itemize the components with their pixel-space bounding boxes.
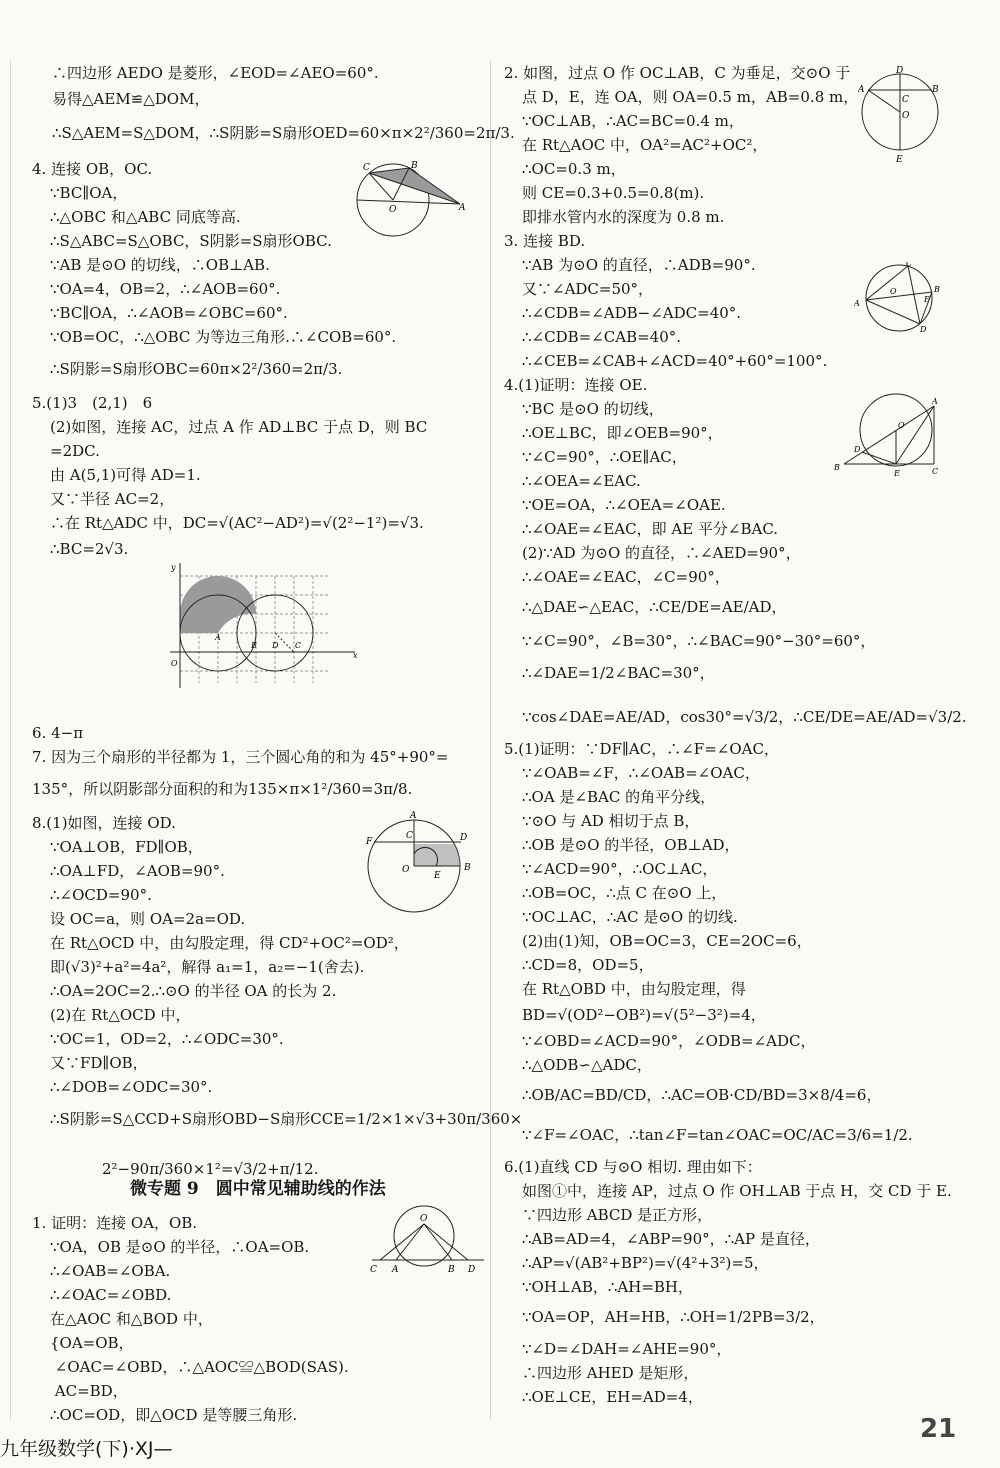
right-text-line: ∵BC 是⊙O 的切线， [522,400,664,418]
figure-circle-tangent [355,160,470,240]
svg-text:O: O [389,205,397,215]
section-heading: 微专题 9 圆中常见辅助线的作法 [130,1179,386,1199]
right-text-line: ∵OC⊥AC，∴AC 是⊙O 的切线. [522,908,738,926]
right-text-line: ∵⊙O 与 AD 相切于点 B， [522,812,700,830]
left-text-line: ∵OA⊥OB，FD∥OB， [50,838,203,856]
svg-text:A: A [858,85,865,95]
svg-text:B: B [932,85,939,95]
right-text-line: (2)∵AD 为⊙O 的直径，∴∠AED=90°， [522,544,801,562]
left-text-line: 即(√3)²+a²=4a²，解得 a₁=1，a₂=−1(舍去). [50,958,365,976]
svg-text:D: D [920,325,927,334]
right-text-line: ∴∠OEA=∠EAC. [522,472,641,490]
left-text-line: 7. 因为三个扇形的半径都为 1，三个圆心角的和为 45°+90°= [32,748,449,766]
right-text-line: ∴OE⊥BC，即∠OEB=90°， [522,424,723,442]
right-text-line: ∵OA=OP，AH=HB，∴OH=1/2PB=3/2， [522,1308,825,1326]
right-text-line: ∴∠OAE=∠EAC，∠C=90°， [522,568,730,586]
left-text-line: 8.(1)如图，连接 OD. [32,814,176,832]
svg-text:E: E [434,871,441,881]
svg-text:C: C [406,831,413,841]
left-text-line: 2²−90π/360×1²=√3/2+π/12. [102,1160,319,1178]
svg-text:E: E [894,469,900,478]
svg-text:E: E [896,155,903,164]
left-text-line: 在△AOC 和△BOD 中， [50,1310,213,1328]
right-text-line: ∴OB/AC=BD/CD，∴AC=OB·CD/BD=3×8/4=6， [522,1086,882,1104]
right-text-line: ∵cos∠DAE=AE/AD，cos30°=√3/2，∴CE/DE=AE/AD=√3/2. [522,708,967,726]
left-text-line: AC=BD， [50,1382,128,1400]
left-text-line: ∴S阴影=S△CCD+S扇形OBD−S扇形CCE=1/2×1×√3+30π/360× [50,1110,523,1128]
left-text-line: {OA=OB， [50,1334,134,1352]
figure-isosceles-circle [368,1204,488,1276]
right-text-line: ∵OC⊥AB，∴AC=BC=0.4 m， [522,112,744,130]
right-text-line: 即排水管内水的深度为 0.8 m. [522,208,725,226]
svg-text:D: D [854,445,861,454]
figure-chord-circle [854,262,944,334]
svg-text:F: F [366,837,373,847]
right-text-line: ∵OH⊥AB，∴AH=BH， [522,1278,694,1296]
left-text-line: 又∵FD∥OB， [50,1054,148,1072]
page-number: 21 [920,1414,957,1444]
right-text-line: ∴∠CDB=∠CAB=40°. [522,328,682,346]
svg-text:A: A [215,633,221,642]
left-text-line: ∴BC=2√3. [50,540,129,558]
left-text-line: 4. 连接 OB，OC. [32,160,153,178]
svg-text:O: O [902,111,910,121]
column-divider [490,60,491,1420]
svg-text:B: B [411,161,418,171]
right-text-line: 5.(1)证明：∵DF∥AC，∴∠F=∠OAC， [504,740,779,758]
svg-text:x: x [353,651,358,660]
left-text-line: ∴OA=2OC=2.∴⊙O 的半径 OA 的长为 2. [50,982,337,1000]
left-text-line: 设 OC=a，则 OA=2a=OD. [50,910,246,928]
left-margin-rule [10,60,11,1420]
svg-text:y: y [171,563,176,572]
left-text-line: ∠OAC=∠OBD，∴△AOC≌△BOD(SAS). [50,1358,349,1376]
left-text-line: ∴∠OAC=∠OBD. [50,1286,172,1304]
left-text-line: (2)如图，连接 AC，过点 A 作 AD⊥BC 于点 D，则 BC [50,418,428,436]
left-text-line: ∴OC=OD，即△OCD 是等腰三角形. [50,1406,298,1424]
right-text-line: ∵∠C=90°，∠B=30°，∴∠BAC=90°−30°=60°， [522,632,876,650]
svg-text:B: B [251,641,257,650]
right-text-line: 在 Rt△OBD 中，由勾股定理，得 [522,980,746,998]
left-text-line: 由 A(5,1)可得 AD=1. [50,466,201,484]
right-text-line: ∵∠OAB=∠F，∴∠OAB=∠OAC， [522,764,760,782]
svg-text:C: C [363,163,370,173]
right-text-line: ∴AB=AD=4，∠ABP=90°，∴AP 是直径， [522,1230,820,1248]
right-text-line: 点 D，E，连 OA，则 OA=0.5 m，AB=0.8 m， [522,88,859,106]
svg-text:B: B [464,863,471,873]
right-text-line: 在 Rt△AOC 中，OA²=AC²+OC²， [522,136,768,154]
left-text-line: (2)在 Rt△OCD 中， [50,1006,191,1024]
right-text-line: 3. 连接 BD. [504,232,586,250]
svg-text:A: A [932,397,938,406]
figure-quarter-circle [366,808,478,928]
right-text-line: ∵AB 为⊙O 的直径，∴ADB=90°. [522,256,756,274]
svg-text:B: B [448,1265,455,1275]
left-text-line: 6. 4−π [32,724,84,742]
right-text-line: ∴∠DAE=1/2∠BAC=30°， [522,664,715,682]
svg-text:A: A [459,203,466,213]
svg-text:A: A [392,1265,399,1275]
svg-text:D: D [896,66,904,76]
right-text-line: 2. 如图，过点 O 作 OC⊥AB，C 为垂足，交⊙O 于 [504,64,851,82]
svg-text:A: A [410,811,417,821]
left-text-line: ∵OB=OC，∴△OBC 为等边三角形.∴∠COB=60°. [50,328,397,346]
left-text-line: ∴S△AEM=S△DOM，∴S阴影=S扇形OED=60×π×2²/360=2π/3. [52,124,515,142]
svg-text:O: O [402,865,410,875]
figure-coordinate-grid [165,558,365,693]
svg-text:C: C [295,641,302,650]
right-text-line: 6.(1)直线 CD 与⊙O 相切. 理由如下： [504,1158,762,1176]
right-text-line: ∵∠ACD=90°，∴OC⊥AC， [522,860,718,878]
left-text-line: ∴△OBC 和△ABC 同底等高. [50,208,241,226]
right-text-line: 如图①中，连接 AP，过点 O 作 OH⊥AB 于点 H，交 CD 于 E. [522,1182,952,1200]
left-text-line: ∴∠OCD=90°. [50,886,152,904]
right-text-line: ∴∠CDB=∠ADB−∠ADC=40°. [522,304,742,322]
svg-text:O: O [898,421,905,430]
svg-text:D: D [460,833,468,843]
svg-text:D: D [468,1265,476,1275]
right-text-line: ∴△DAE∽△EAC，∴CE/DE=AE/AD， [522,598,787,616]
svg-text:C: C [902,95,909,105]
left-text-line: ∴S△ABC=S△OBC，S阴影=S扇形OBC. [50,232,332,250]
left-text-line: =2DC. [50,442,100,460]
left-text-line: ∵AB 是⊙O 的切线，∴OB⊥AB. [50,256,270,274]
right-text-line: ∵∠D=∠DAH=∠AHE=90°， [522,1340,732,1358]
right-text-line: ∵∠F=∠OAC，∴tan∠F=tan∠OAC=OC/AC=3/6=1/2. [522,1126,913,1144]
left-text-line: ∴OA⊥FD，∠AOB=90°. [50,862,225,880]
svg-text:A: A [854,299,860,308]
right-text-line: ∴OC=0.3 m， [522,160,626,178]
svg-text:B: B [834,463,840,472]
right-text-line: ∴OE⊥CE，EH=AD=4， [522,1388,703,1406]
left-text-line: 又∵半径 AC=2， [50,490,175,508]
right-text-line: ∴AP=√(AB²+BP²)=√(4²+3²)=5， [522,1254,769,1272]
right-text-line: ∴四边形 AHED 是矩形， [522,1364,699,1382]
right-text-line: (2)由(1)知，OB=OC=3，CE=2OC=6， [522,932,812,950]
left-text-line: 在 Rt△OCD 中，由勾股定理，得 CD²+OC²=OD²， [50,934,409,952]
left-text-line: ∵OC=1，OD=2，∴∠ODC=30°. [50,1030,284,1048]
left-text-line: ∴四边形 AEDO 是菱形，∠EOD=∠AEO=60°. [52,64,379,82]
left-text-line: ∵BC∥OA， [50,184,128,202]
svg-text:E: E [924,295,930,304]
left-text-line: ∵OA=4，OB=2，∴∠AOB=60°. [50,280,281,298]
right-text-line: ∴CD=8，OD=5， [522,956,654,974]
left-text-line: 易得△AEM≌△DOM， [52,90,210,108]
svg-text:B: B [934,285,940,294]
svg-text:C: C [906,262,913,268]
svg-text:O: O [890,287,897,296]
right-text-line: ∵OE=OA，∴∠OEA=∠OAE. [522,496,726,514]
left-text-line: ∴S阴影=S扇形OBC=60π×2²/360=2π/3. [50,360,343,378]
right-text-line: ∴OB 是⊙O 的半径，OB⊥AD， [522,836,740,854]
left-text-line: 5.(1)3 (2,1) 6 [32,394,153,412]
footer-book-title: 九年级数学(下)·XJ— [0,1438,173,1460]
svg-text:D: D [272,641,279,650]
svg-text:O: O [420,1214,428,1224]
right-text-line: 又∵∠ADC=50°， [522,280,654,298]
right-text-line: ∴∠OAE=∠EAC，即 AE 平分∠BAC. [522,520,779,538]
left-text-line: ∵BC∥OA，∴∠AOB=∠OBC=60°. [50,304,288,322]
right-text-line: ∴OB=OC，∴点 C 在⊙O 上， [522,884,727,902]
right-text-line: 4.(1)证明：连接 OE. [504,376,648,394]
left-text-line: 1. 证明：连接 OA，OB. [32,1214,198,1232]
figure-tangent-triangle [834,392,942,478]
svg-text:C: C [370,1265,377,1275]
figure-pipe-circle [858,66,942,164]
right-text-line: ∵四边形 ABCD 是正方形， [522,1206,713,1224]
right-text-line: 则 CE=0.3+0.5=0.8(m). [522,184,705,202]
right-text-line: ∴△ODB∽△ADC， [522,1056,652,1074]
right-text-line: ∴∠CEB=∠CAB+∠ACD=40°+60°=100°. [522,352,828,370]
left-text-line: ∴∠DOB=∠ODC=30°. [50,1078,213,1096]
left-text-line: ∵OA，OB 是⊙O 的半径，∴OA=OB. [50,1238,310,1256]
right-text-line: ∵∠OBD=∠ACD=90°，∠ODB=∠ADC， [522,1032,816,1050]
left-text-line: 135°，所以阴影部分面积的和为135×π×1²/360=3π/8. [32,780,413,798]
left-text-line: ∴∠OAB=∠OBA. [50,1262,171,1280]
svg-text:C: C [932,467,939,476]
svg-text:O: O [171,659,178,668]
left-text-line: ∴在 Rt△ADC 中，DC=√(AC²−AD²)=√(2²−1²)=√3. [50,514,424,532]
right-text-line: ∵∠C=90°，∴OE∥AC， [522,448,687,466]
right-text-line: BD=√(OD²−OB²)=√(5²−3²)=4， [522,1006,766,1024]
right-text-line: ∴OA 是∠BAC 的角平分线， [522,788,716,806]
